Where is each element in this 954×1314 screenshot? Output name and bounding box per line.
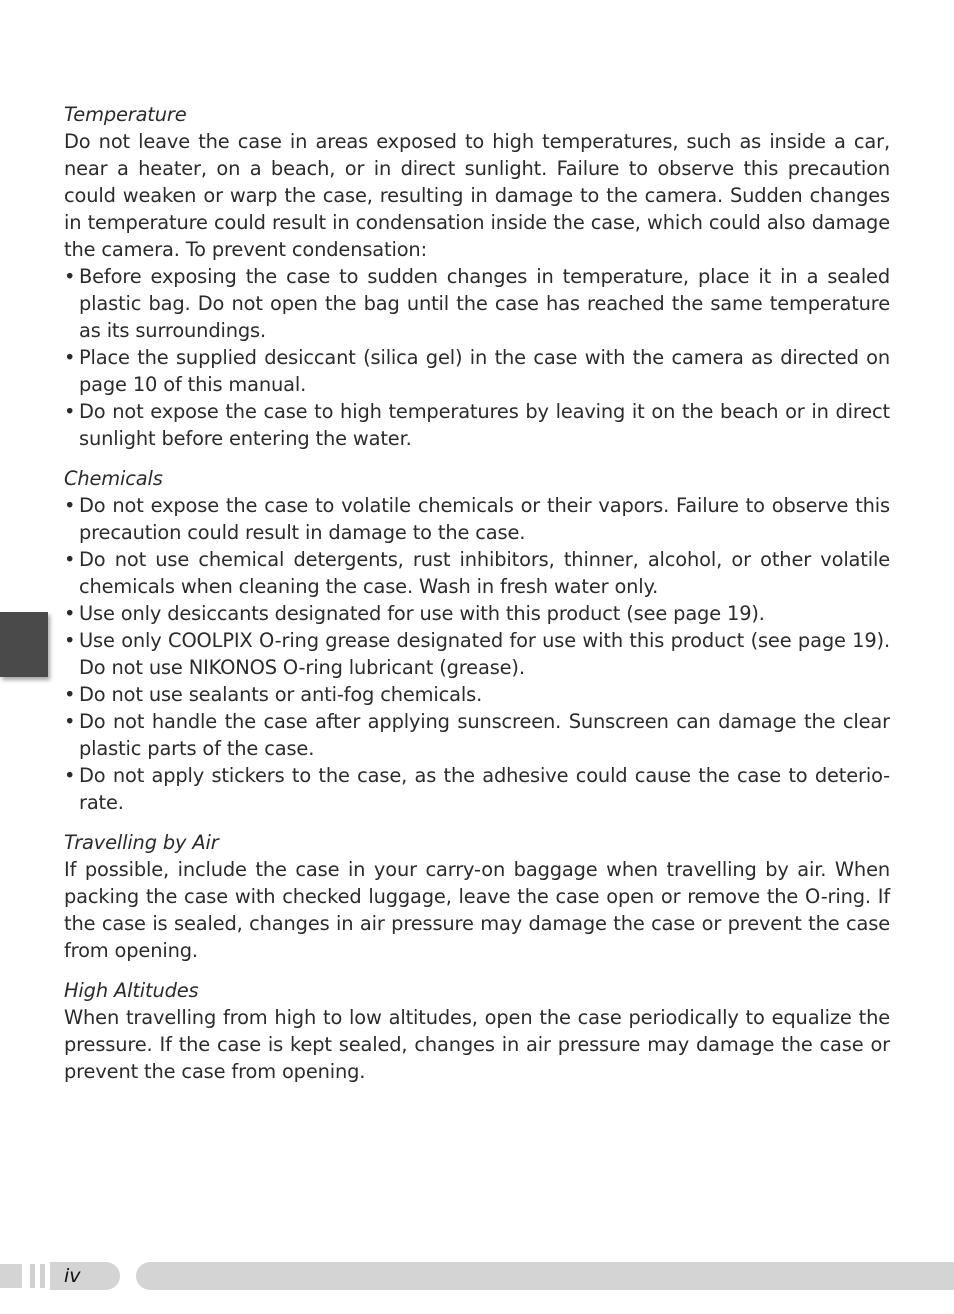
chapter-tab bbox=[0, 612, 48, 677]
page-number: iv bbox=[64, 1265, 81, 1287]
list-item: • Do not expose the case to high temperatures by leaving it on the beach or in direct sunlight before entering the water. bbox=[64, 398, 890, 452]
list-item: • Do not use chemical detergents, rust inhibitors, thinner, alcohol, or other volatile chemicals when cleaning the case. Wash in fresh water only. bbox=[64, 546, 890, 600]
section-paragraph: If possible, include the case in your carry-on baggage when travelling by air. When packing the case with checked luggage, leave the case open or remove the O-ring. If the case is sealed, changes in air pressure may damage the case or prevent the case from opening. bbox=[64, 858, 890, 962]
list-item: • Before exposing the case to sudden changes in temperature, place it in a sealed plastic bag. Do not open the bag until the case has reached the same temperature as its surroundings. bbox=[64, 263, 890, 344]
list-item: • Use only COOLPIX O-ring grease designated for use with this product (see page 19). Do not use NIKONOS O-ring lubricant (grease). bbox=[64, 627, 890, 681]
list-item: • Use only desiccants designated for use with this product (see page 19). bbox=[64, 600, 890, 627]
section-paragraph: When travelling from high to low altitudes, open the case periodically to equalize the pressure. If the case is kept sealed, changes in air pressure may damage the case or prevent the case from opening. bbox=[64, 1006, 890, 1083]
section-heading: Travelling by Air bbox=[64, 831, 219, 854]
list-item: • Do not apply stickers to the case, as the adhesive could cause the case to deterio-rate. bbox=[64, 762, 890, 816]
footer-page-pill bbox=[50, 1262, 120, 1290]
section-temperature bbox=[64, 101, 890, 452]
footer-bar bbox=[136, 1262, 954, 1290]
section-heading: Temperature bbox=[64, 103, 187, 126]
list-item: • Do not handle the case after applying sunscreen. Sunscreen can damage the clear plastic parts of the case. bbox=[64, 708, 890, 762]
footer-decoration bbox=[40, 1264, 45, 1288]
footer-decoration bbox=[0, 1264, 22, 1288]
section-travelling-by-air bbox=[64, 829, 890, 964]
page-content bbox=[64, 101, 890, 1085]
section-paragraph: Do not leave the case in areas exposed to high temperatures, such as inside a car, near a heater, on a beach, or in direct sunlight. Failure to observe this precaution could weaken or warp the case, resulting in damage to the camera. Sudden changes in temperature could result in condensation inside the case, which could also damage the camera. To prevent condensation: bbox=[64, 130, 890, 261]
bullet-list bbox=[64, 263, 890, 452]
list-item: • Do not expose the case to volatile chemicals or their vapors. Failure to observe this precaution could result in damage to the case. bbox=[64, 492, 890, 546]
section-heading: Chemicals bbox=[64, 467, 163, 490]
list-item: • Do not use sealants or anti-fog chemicals. bbox=[64, 681, 890, 708]
section-high-altitudes bbox=[64, 977, 890, 1085]
page-footer bbox=[0, 1262, 954, 1290]
list-item: • Place the supplied desiccant (silica gel) in the case with the camera as directed on page 10 of this manual. bbox=[64, 344, 890, 398]
section-chemicals bbox=[64, 465, 890, 816]
bullet-list bbox=[64, 492, 890, 816]
section-heading: High Altitudes bbox=[64, 979, 199, 1002]
footer-decoration bbox=[30, 1264, 35, 1288]
